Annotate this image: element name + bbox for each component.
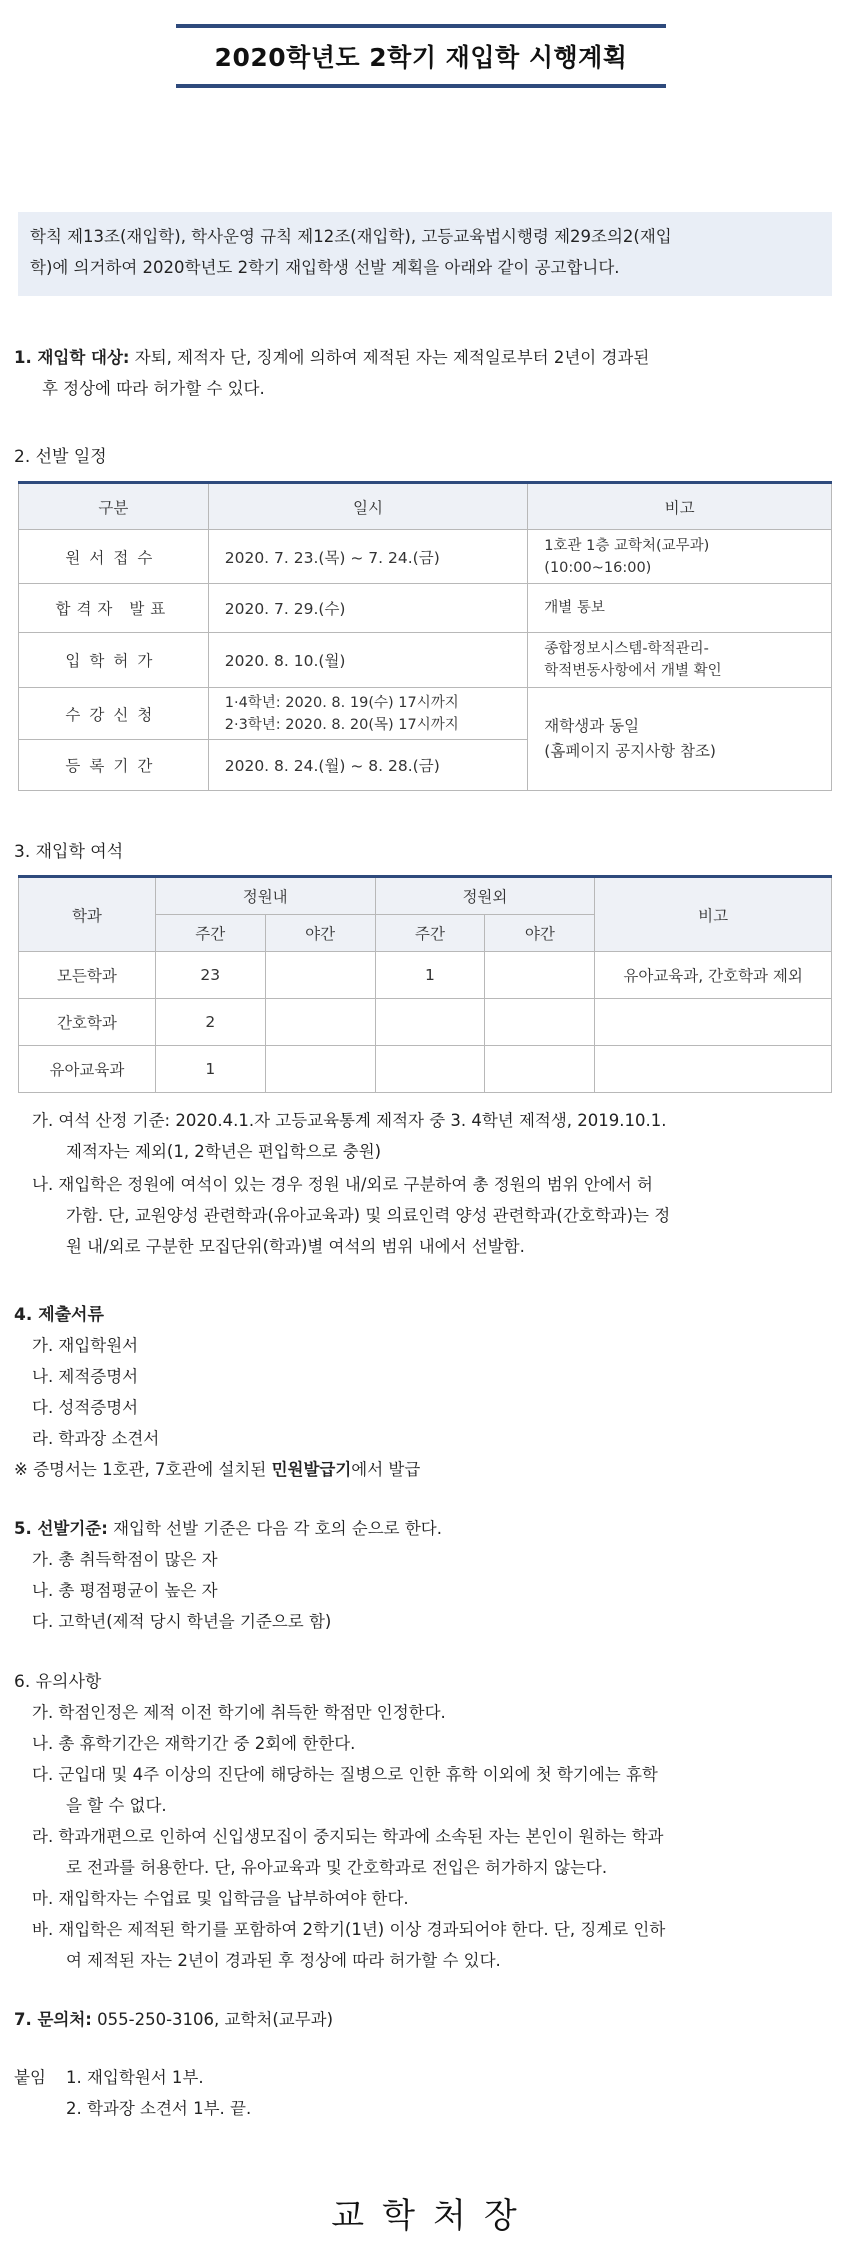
caution-line: 라. 학과개편으로 인하여 신입생모집이 중지되는 학과에 소속된 자는 본인이 원하는 학과 (32, 1827, 664, 1846)
document-note-emphasis: 민원발급기 (271, 1460, 352, 1479)
vacancy-value (485, 952, 595, 999)
criteria-item: 가. 총 취득학점이 많은 자 (32, 1550, 218, 1569)
document-note-text: 에서 발급 (351, 1460, 421, 1479)
section2-heading: 2. 선발 일정 (14, 447, 107, 467)
schedule-table (18, 481, 832, 791)
vacancy-col-header: 학과 (19, 877, 156, 952)
caution-line: 바. 재입학은 제적된 학기를 포함하여 2학기(1년) 이상 경과되어야 한다. 단, 징계로 인하 (32, 1920, 666, 1939)
schedule-col-header: 구분 (19, 483, 209, 530)
schedule-col-header: 일시 (208, 483, 528, 530)
intro-notice (18, 212, 832, 296)
page-title: 2020학년도 2학기 재입학 시행계획 (214, 43, 628, 72)
vacancy-note: 유아교육과, 간호학과 제외 (595, 952, 832, 999)
schedule-date: 2020. 8. 10.(월) (208, 633, 528, 688)
schedule-date: 2020. 7. 29.(수) (208, 584, 528, 633)
vacancy-note-line: 가. 여석 산정 기준: 2020.4.1.자 고등교육통계 제적자 중 3. 4학년 제적생, 2019.10.1. (32, 1111, 667, 1130)
section1-line1 (14, 343, 649, 373)
title-banner (176, 24, 666, 88)
schedule-label: 원서접수 (19, 530, 209, 584)
document-item: 라. 학과장 소견서 (32, 1429, 160, 1448)
vacancy-col-header: 정원내 (155, 877, 375, 915)
vacancy-dept: 유아교육과 (19, 1046, 156, 1093)
intro-line: 학)에 의거하여 2020학년도 2학기 재입학생 선발 계획을 아래와 같이 공고합니다. (30, 258, 620, 277)
vacancy-note-line: 원 내/외로 구분한 모집단위(학과)별 여석의 범위 내에서 선발함. (66, 1237, 525, 1256)
section7-line (14, 2005, 333, 2035)
caution-line: 나. 총 휴학기간은 재학기간 중 2회에 한한다. (32, 1734, 356, 1753)
table-row (19, 688, 832, 740)
vacancy-value (265, 1046, 375, 1093)
section1-line2: 후 정상에 따라 허가할 수 있다. (42, 379, 265, 398)
schedule-date-line: 2·3학년: 2020. 8. 20(목) 17시까지 (224, 716, 459, 733)
schedule-date-line: 1·4학년: 2020. 8. 19(수) 17시까지 (224, 694, 459, 711)
vacancy-table (18, 875, 832, 1093)
schedule-col-header: 비고 (528, 483, 832, 530)
schedule-note-line: (홈페이지 공지사항 참조) (544, 742, 716, 760)
vacancy-value (375, 999, 485, 1046)
vacancy-col-header: 비고 (595, 877, 832, 952)
vacancy-value: 2 (155, 999, 265, 1046)
vacancy-value (485, 1046, 595, 1093)
issuer-signature: 교학처장 (331, 2196, 535, 2236)
schedule-label: 합격자 발표 (19, 584, 209, 633)
schedule-note: 개별 통보 (528, 584, 832, 633)
section5-line (14, 1514, 442, 1544)
attachment-item: 1. 재입학원서 1부. (66, 2068, 204, 2087)
schedule-note-line: 1호관 1층 교학처(교무과) (544, 537, 710, 554)
schedule-note (528, 633, 832, 688)
vacancy-subheader: 야간 (485, 915, 595, 952)
schedule-label: 등록기간 (19, 740, 209, 791)
schedule-date: 2020. 8. 24.(월) ~ 8. 28.(금) (208, 740, 528, 791)
section3-heading: 3. 재입학 여석 (14, 842, 124, 862)
document-item: 다. 성적증명서 (32, 1398, 139, 1417)
intro-line: 학칙 제13조(재입학), 학사운영 규칙 제12조(재입학), 고등교육법시행령 제29조의2(재입 (30, 227, 672, 246)
schedule-note (528, 530, 832, 584)
vacancy-subheader: 주간 (375, 915, 485, 952)
section4-heading: 4. 제출서류 (14, 1305, 104, 1325)
vacancy-subheader: 야간 (265, 915, 375, 952)
vacancy-value (485, 999, 595, 1046)
caution-line: 가. 학점인정은 제적 이전 학기에 취득한 학점만 인정한다. (32, 1703, 446, 1722)
schedule-date (208, 688, 528, 740)
vacancy-note-line: 가함. 단, 교원양성 관련학과(유아교육과) 및 의료인력 양성 관련학과(간호학과)는 정 (66, 1206, 671, 1225)
vacancy-col-header: 정원외 (375, 877, 595, 915)
schedule-note (528, 688, 832, 791)
table-row (19, 999, 832, 1046)
document-note (14, 1455, 420, 1485)
table-row (19, 952, 832, 999)
document-item: 나. 제적증명서 (32, 1367, 139, 1386)
vacancy-value (265, 952, 375, 999)
table-row (19, 1046, 832, 1093)
schedule-note-line: 학적변동사항에서 개별 확인 (544, 663, 722, 679)
table-row (19, 584, 832, 633)
schedule-label: 입학허가 (19, 633, 209, 688)
schedule-note-line: 종합정보시스템-학적관리- (544, 641, 709, 657)
document-note-text: ※ 증명서는 1호관, 7호관에 설치된 (14, 1460, 272, 1479)
section7-heading: 7. 문의처: (14, 2010, 92, 2029)
schedule-note-line: (10:00~16:00) (544, 559, 652, 576)
section5-heading: 5. 선발기준: (14, 1519, 108, 1538)
schedule-date: 2020. 7. 23.(목) ~ 7. 24.(금) (208, 530, 528, 584)
vacancy-value: 1 (375, 952, 485, 999)
vacancy-value: 1 (155, 1046, 265, 1093)
vacancy-subheader: 주간 (155, 915, 265, 952)
vacancy-note-line: 나. 재입학은 정원에 여석이 있는 경우 정원 내/외로 구분하여 총 정원의 범위 안에서 허 (32, 1175, 653, 1194)
caution-line: 여 제적된 자는 2년이 경과된 후 정상에 따라 허가할 수 있다. (66, 1951, 501, 1970)
caution-line: 로 전과를 허용한다. 단, 유아교육과 및 간호학과로 전입은 허가하지 않는다. (66, 1858, 608, 1877)
document-item: 가. 재입학원서 (32, 1336, 139, 1355)
vacancy-dept: 모든학과 (19, 952, 156, 999)
schedule-note-line: 재학생과 동일 (544, 717, 640, 735)
table-row (19, 633, 832, 688)
section5-text: 재입학 선발 기준은 다음 각 호의 순으로 한다. (107, 1519, 442, 1538)
vacancy-note (595, 999, 832, 1046)
section7-text: 055-250-3106, 교학처(교무과) (91, 2010, 334, 2029)
criteria-item: 나. 총 평점평균이 높은 자 (32, 1581, 218, 1600)
vacancy-note-line: 제적자는 제외(1, 2학년은 편입학으로 충원) (66, 1142, 382, 1161)
attachment-label: 붙임 (14, 2068, 46, 2087)
section6-heading: 6. 유의사항 (14, 1672, 102, 1692)
caution-line: 을 할 수 없다. (66, 1796, 167, 1815)
vacancy-value: 23 (155, 952, 265, 999)
caution-line: 다. 군입대 및 4주 이상의 진단에 해당하는 질병으로 인한 휴학 이외에 첫 학기에는 휴학 (32, 1765, 658, 1784)
vacancy-note (595, 1046, 832, 1093)
table-row (19, 530, 832, 584)
schedule-label: 수강신청 (19, 688, 209, 740)
criteria-item: 다. 고학년(제적 당시 학년을 기준으로 함) (32, 1612, 332, 1631)
vacancy-value (265, 999, 375, 1046)
attachment-item: 2. 학과장 소견서 1부. 끝. (66, 2099, 252, 2118)
section1-text: 자퇴, 제적자 단, 징계에 의하여 제적된 자는 제적일로부터 2년이 경과된 (129, 348, 650, 367)
caution-line: 마. 재입학자는 수업료 및 입학금을 납부하여야 한다. (32, 1889, 409, 1908)
vacancy-dept: 간호학과 (19, 999, 156, 1046)
section1-heading: 1. 재입학 대상: (14, 348, 130, 367)
vacancy-value (375, 1046, 485, 1093)
